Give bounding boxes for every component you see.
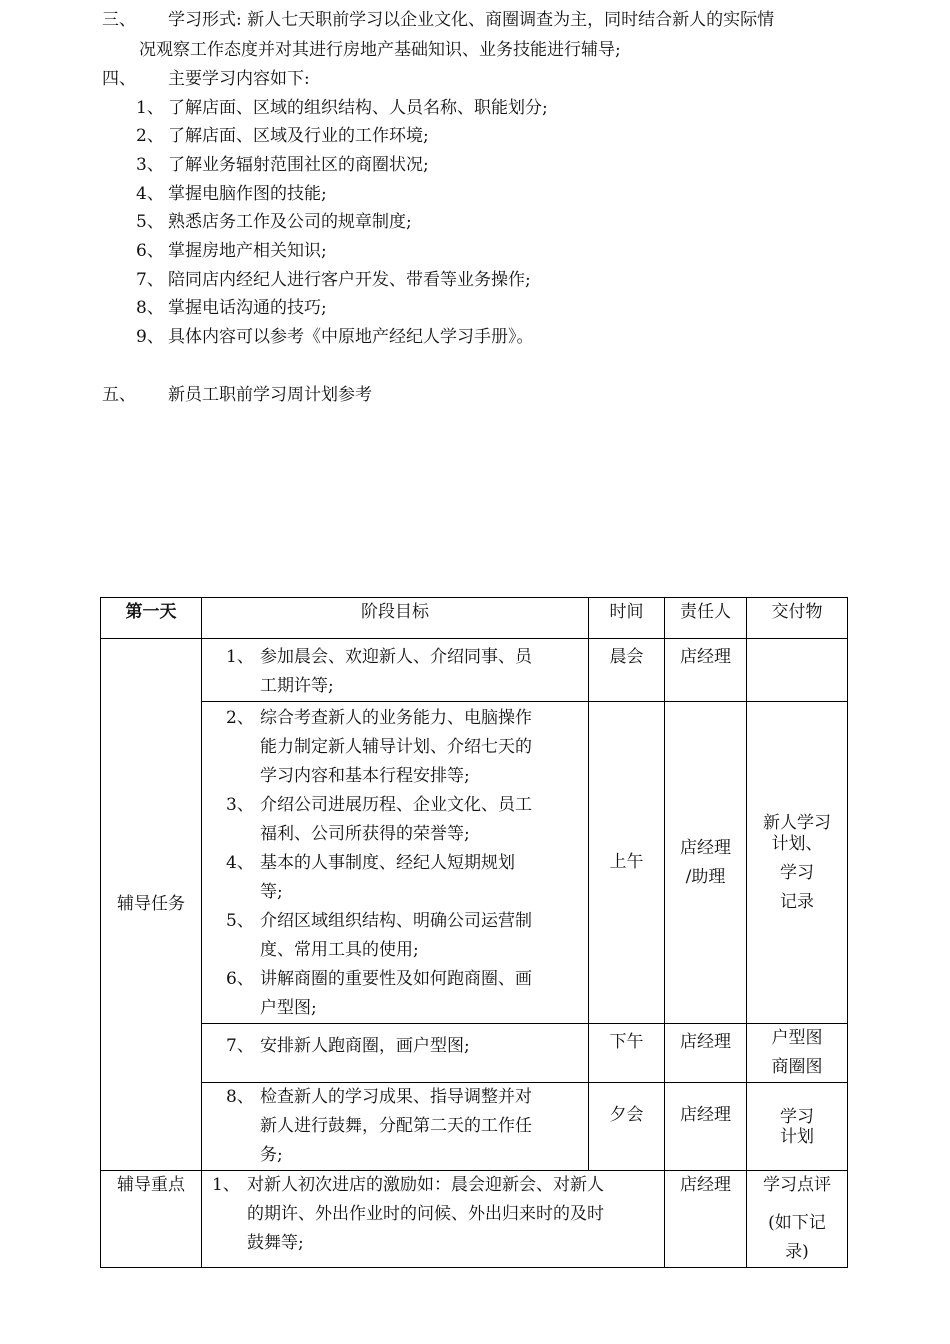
goal-item-line: 参加晨会、欢迎新人、介绍同事、员 xyxy=(260,647,532,667)
list-item xyxy=(136,122,429,150)
deliverable-line: 录) xyxy=(785,1242,809,1262)
owner-cell: 店经理 xyxy=(665,1171,747,1268)
goal-item-line: 基本的人事制度、经纪人短期规划 xyxy=(260,853,515,873)
goal-item-number: 6、 xyxy=(226,969,254,989)
list-item-text: 了解店面、区域及行业的工作环境; xyxy=(168,126,429,146)
goal-item-line: 福利、公司所获得的荣誉等; xyxy=(260,824,470,844)
goal-item-line: 务; xyxy=(260,1145,283,1165)
deliverable-line: 新人学习 xyxy=(763,812,831,833)
list-item-number: 1、 xyxy=(136,98,164,118)
deliverable-line: 计划 xyxy=(780,1126,814,1147)
goal-item-number: 2、 xyxy=(226,708,254,728)
section-3-number: 三、 xyxy=(102,10,136,30)
deliverable-cell xyxy=(747,639,848,702)
goal-cell xyxy=(202,639,589,702)
goal-item-cont xyxy=(202,733,588,762)
goal-item xyxy=(202,907,588,936)
deliverable-cell xyxy=(747,702,848,1024)
list-item-number: 7、 xyxy=(136,270,164,290)
header-owner: 责任人 xyxy=(665,598,747,639)
goal-cell xyxy=(202,1083,589,1171)
owner-cell xyxy=(665,702,747,1024)
section-5-number: 五、 xyxy=(102,385,136,405)
time-cell: 下午 xyxy=(589,1024,665,1083)
section-4-title: 主要学习内容如下: xyxy=(168,69,310,89)
deliverable-line: 学习点评 xyxy=(763,1175,831,1195)
list-item xyxy=(136,323,534,351)
goal-item-number: 8、 xyxy=(226,1087,254,1107)
list-item xyxy=(136,208,412,236)
list-item-number: 4、 xyxy=(136,184,164,204)
deliverable-cell xyxy=(747,1083,848,1171)
goal-item-cont xyxy=(202,994,588,1023)
goal-item-line: 介绍区域组织结构、明确公司运营制 xyxy=(260,911,532,931)
deliverable-cell xyxy=(747,1024,848,1083)
focus-item-number: 1、 xyxy=(212,1175,240,1195)
table-row xyxy=(101,1171,848,1268)
goal-item-cont xyxy=(202,936,588,965)
goal-item-line: 介绍公司进展历程、企业文化、员工 xyxy=(260,795,532,815)
goal-item-number: 1、 xyxy=(226,647,254,667)
list-item-text: 陪同店内经纪人进行客户开发、带看等业务操作; xyxy=(168,270,531,290)
focus-item xyxy=(202,1171,664,1200)
goal-item-line: 检查新人的学习成果、指导调整并对 xyxy=(260,1087,532,1107)
list-item-text: 了解店面、区域的组织结构、人员名称、职能划分; xyxy=(168,98,548,118)
list-item-text: 了解业务辐射范围社区的商圈状况; xyxy=(168,155,429,175)
header-day: 第一天 xyxy=(101,598,202,639)
section-3-text-line-1: 学习形式: 新人七天职前学习以企业文化、商圈调查为主，同时结合新人的实际情 xyxy=(168,10,775,30)
goal-item-line: 综合考查新人的业务能力、电脑操作 xyxy=(260,708,532,728)
table-row xyxy=(101,1083,848,1171)
owner-cell: 店经理 xyxy=(665,1024,747,1083)
focus-item-cont xyxy=(202,1200,664,1229)
list-item-text: 具体内容可以参考《中原地产经纪人学习手册》。 xyxy=(168,327,534,347)
goal-item xyxy=(202,791,588,820)
goal-item-number: 5、 xyxy=(226,911,254,931)
goal-item-number: 4、 xyxy=(226,853,254,873)
goal-item xyxy=(202,849,588,878)
deliverable-line: 学习 xyxy=(780,862,814,883)
weekly-plan-table xyxy=(100,597,848,1268)
goal-item-cont xyxy=(202,762,588,791)
goal-item-number: 3、 xyxy=(226,795,254,815)
row-label-focus: 辅导重点 xyxy=(101,1171,202,1268)
table-header-row xyxy=(101,598,848,639)
section-4-number: 四、 xyxy=(102,69,136,89)
goal-item-line: 户型图; xyxy=(260,998,317,1018)
owner-line: /助理 xyxy=(685,866,726,887)
table-row xyxy=(101,639,848,702)
list-item xyxy=(136,180,327,208)
deliverable-line: 户型图 xyxy=(771,1028,823,1048)
goal-item-cont xyxy=(202,820,588,849)
section-3-line-1 xyxy=(102,6,774,34)
focus-item-line: 鼓舞等; xyxy=(247,1233,304,1253)
goal-item-line: 工期许等; xyxy=(260,676,334,696)
section-5-heading xyxy=(102,381,372,409)
deliverable-line: 学习 xyxy=(780,1106,814,1127)
list-item xyxy=(136,94,548,122)
owner-line: 店经理 xyxy=(680,837,731,858)
list-item xyxy=(136,237,327,265)
deliverable-line: 商圈图 xyxy=(771,1057,823,1077)
time-cell: 夕会 xyxy=(589,1083,665,1171)
goal-item xyxy=(202,704,588,733)
deliverable-line: 计划、 xyxy=(771,833,823,854)
goal-item-line: 等; xyxy=(260,882,283,902)
table-row xyxy=(101,702,848,1024)
header-goal: 阶段目标 xyxy=(202,598,589,639)
list-item-number: 6、 xyxy=(136,241,164,261)
goal-item-cont xyxy=(202,878,588,907)
goal-item-cont xyxy=(202,672,588,701)
goal-item-line: 讲解商圈的重要性及如何跑商圈、画 xyxy=(260,969,532,989)
goal-item xyxy=(202,965,588,994)
deliverable-cell xyxy=(747,1171,848,1268)
header-deliverable: 交付物 xyxy=(747,598,848,639)
list-item-text: 掌握电脑作图的技能; xyxy=(168,184,327,204)
deliverable-line: (如下记 xyxy=(768,1213,826,1233)
focus-item-line: 的期许、外出作业时的问候、外出归来时的及时 xyxy=(247,1204,604,1224)
list-item-text: 熟悉店务工作及公司的规章制度; xyxy=(168,212,412,232)
section-5-title: 新员工职前学习周计划参考 xyxy=(168,385,372,405)
goal-item-cont xyxy=(202,1141,588,1170)
goal-item-number: 7、 xyxy=(226,1036,254,1056)
table-row xyxy=(101,1024,848,1083)
deliverable-line: 记录 xyxy=(780,891,814,912)
list-item xyxy=(136,151,429,179)
section-4-heading xyxy=(102,65,310,93)
goal-item-line: 新人进行鼓舞，分配第二天的工作任 xyxy=(260,1116,532,1136)
goal-item xyxy=(202,643,588,672)
focus-cell xyxy=(202,1171,665,1268)
list-item-text: 掌握电话沟通的技巧; xyxy=(168,298,327,318)
goal-item-line: 学习内容和基本行程安排等; xyxy=(260,766,470,786)
row-label-tasks: 辅导任务 xyxy=(101,639,202,1171)
header-time: 时间 xyxy=(589,598,665,639)
section-3-text-line-2: 况观察工作态度并对其进行房地产基础知识、业务技能进行辅导; xyxy=(139,40,621,60)
focus-item-line: 对新人初次进店的激励如：晨会迎新会、对新人 xyxy=(247,1175,604,1195)
time-cell: 上午 xyxy=(589,702,665,1024)
goal-item-line: 能力制定新人辅导计划、介绍七天的 xyxy=(260,737,532,757)
list-item-number: 3、 xyxy=(136,155,164,175)
goal-item-line: 度、常用工具的使用; xyxy=(260,940,419,960)
list-item-number: 5、 xyxy=(136,212,164,232)
list-item-number: 2、 xyxy=(136,126,164,146)
list-item xyxy=(136,294,327,322)
goal-cell xyxy=(202,1024,589,1083)
owner-cell: 店经理 xyxy=(665,1083,747,1171)
list-item-number: 9、 xyxy=(136,327,164,347)
goal-item-line: 安排新人跑商圈，画户型图; xyxy=(260,1036,470,1056)
list-item xyxy=(136,266,531,294)
goal-item xyxy=(202,1083,588,1112)
time-cell: 晨会 xyxy=(589,639,665,702)
goal-item xyxy=(202,1032,588,1061)
list-item-number: 8、 xyxy=(136,298,164,318)
goal-item-cont xyxy=(202,1112,588,1141)
goal-cell xyxy=(202,702,589,1024)
list-item-text: 掌握房地产相关知识; xyxy=(168,241,327,261)
owner-cell: 店经理 xyxy=(665,639,747,702)
focus-item-cont xyxy=(202,1229,664,1258)
